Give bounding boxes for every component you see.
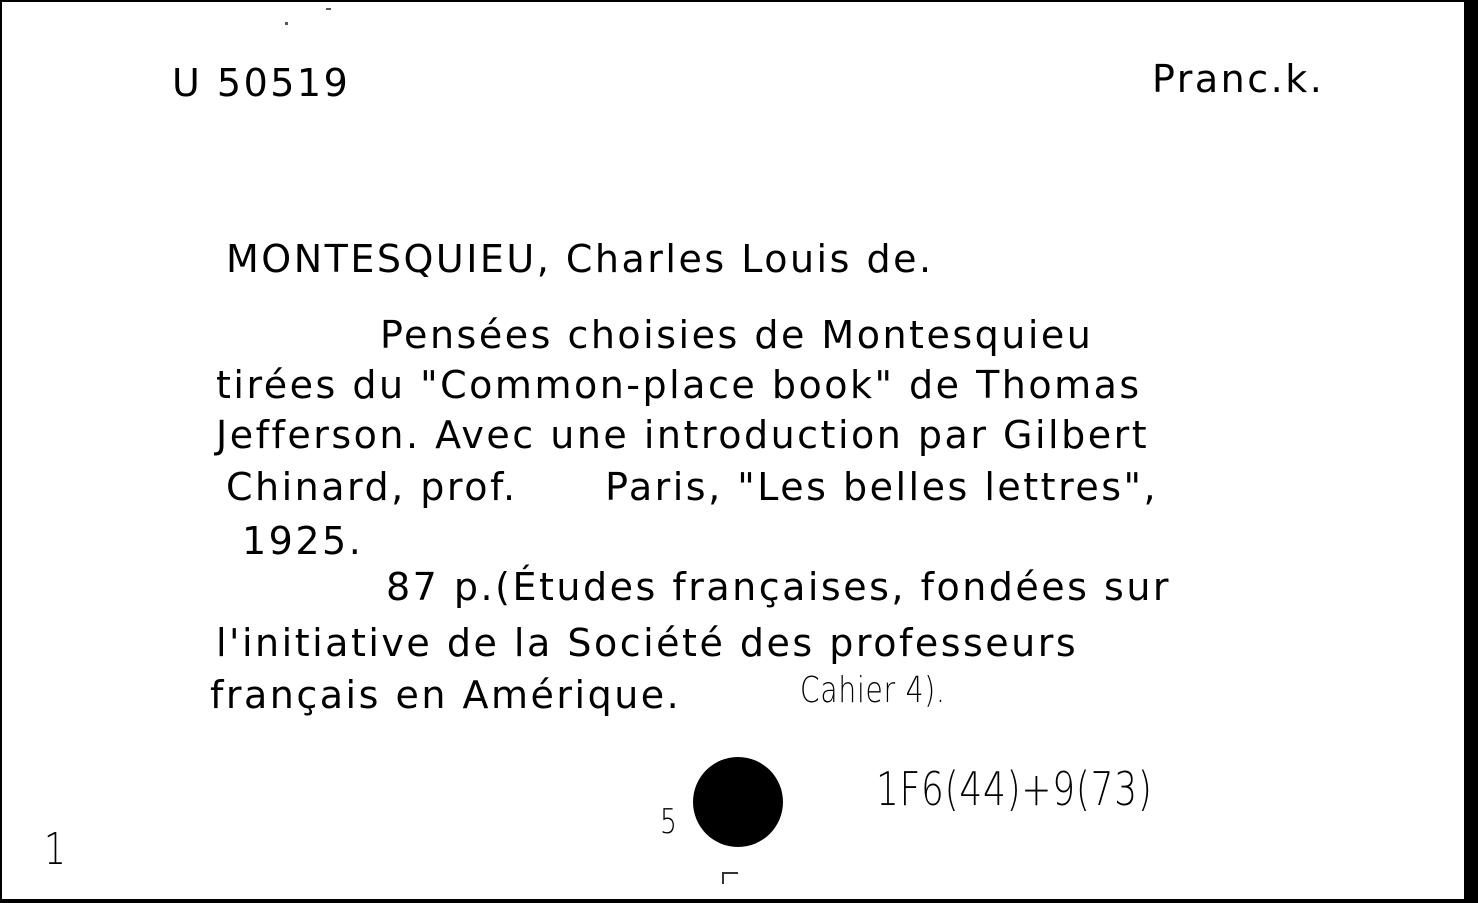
- handwritten-corner-number: 1: [44, 824, 67, 875]
- collation-line-2: l'initiative de la Société des professeurs: [216, 621, 1079, 665]
- title-line-2: tirées du "Common-place book" de Thomas: [216, 363, 1142, 407]
- author-heading: MONTESQUIEU, Charles Louis de.: [226, 237, 934, 281]
- handwritten-cahier: Cahier 4).: [800, 670, 946, 711]
- title-line-4: Chinard, prof. Paris, "Les belles lettres",: [226, 465, 1159, 509]
- speck-mark: [722, 872, 738, 884]
- title-line-5: 1925.: [242, 519, 364, 563]
- scan-speck: [326, 8, 331, 10]
- collation-line-1: 87 p.(Études françaises, fondées sur: [386, 565, 1172, 609]
- collation-line-3: français en Amérique.: [210, 673, 682, 717]
- handwritten-mark-near-dot: 5: [660, 802, 678, 842]
- shelf-mark: Pranc.k.: [1152, 57, 1325, 101]
- punched-dot: [693, 757, 783, 847]
- handwritten-classification: 1F6(44)+9(73): [876, 762, 1153, 816]
- title-line-3: Jefferson. Avec une introduction par Gilbert: [216, 413, 1150, 457]
- title-line-1: Pensées choisies de Montesquieu: [380, 313, 1094, 357]
- scan-speck: [285, 22, 288, 25]
- call-number: U 50519: [172, 61, 351, 105]
